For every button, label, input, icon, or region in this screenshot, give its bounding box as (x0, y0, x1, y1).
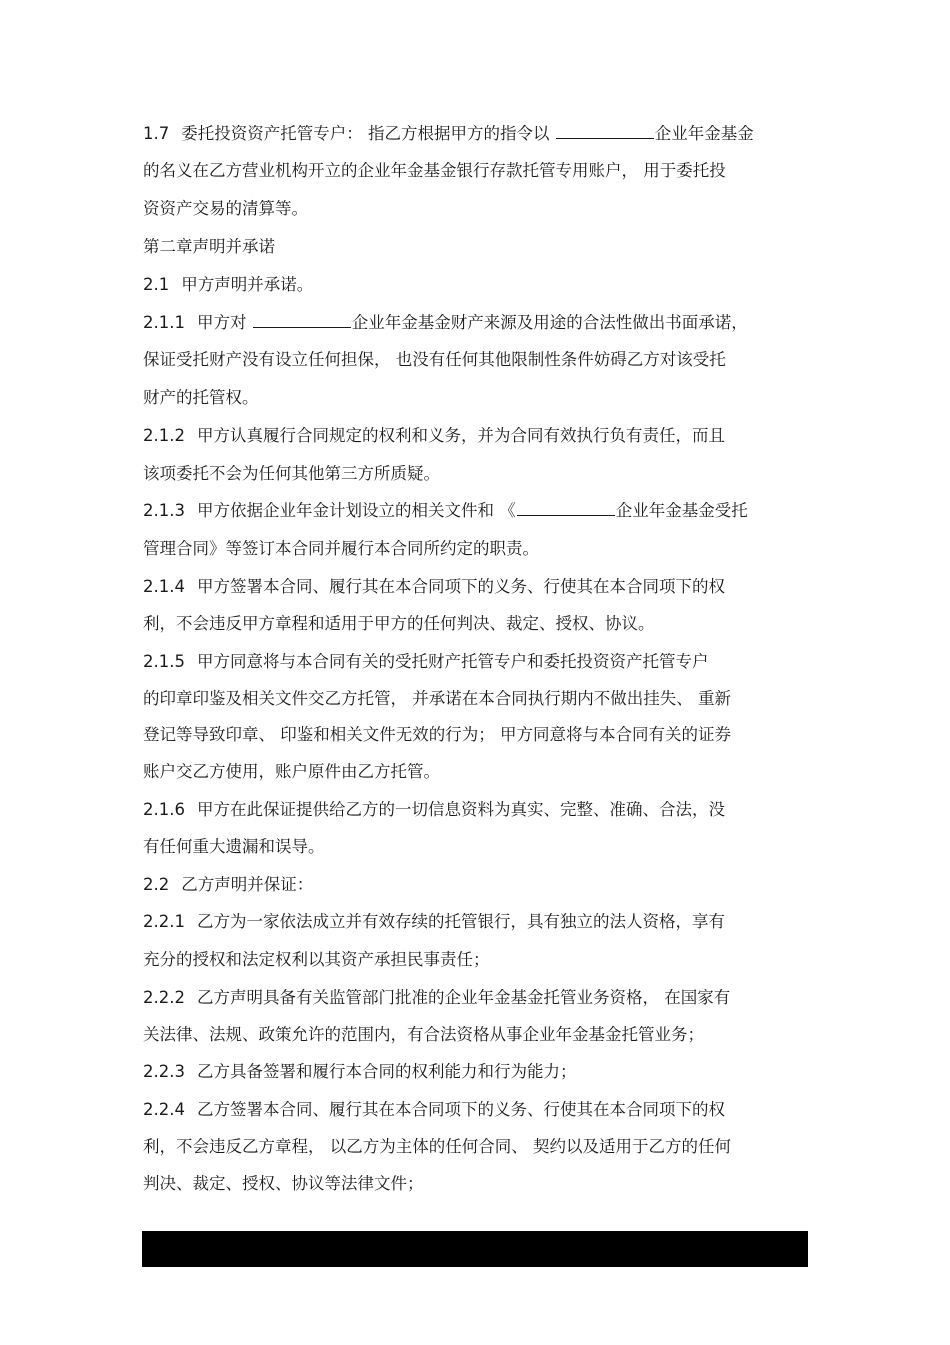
clause-text: 企业年金基金财产来源及用途的合法性做出书面承诺， (351, 313, 748, 332)
clause-2-1-5-line-3: 登记等导致印章、 印鉴和相关文件无效的行为； 甲方同意将与本合同有关的证券 (143, 725, 731, 744)
clause-2-2-1-line-2: 充分的授权和法定权利以其资产承担民事责任； (143, 950, 490, 969)
clause-number: 1.7 (143, 124, 170, 143)
clause-1-7-line-3: 资资产交易的清算等。 (143, 199, 308, 218)
clause-number: 2.1 (143, 275, 170, 294)
clause-text: 乙方声明并保证： (181, 875, 314, 894)
clause-text: 委托投资资产托管专户： 指乙方根据甲方的指令以 (181, 124, 555, 143)
clause-2-1-5-line-2: 的印章印鉴及相关文件交乙方托管， 并承诺在本合同执行期内不做出挂失、 重新 (143, 689, 731, 708)
clause-2-1-3-line-2: 管理合同》等签订本合同并履行本合同所约定的职责。 (143, 539, 539, 558)
clause-2-1-3-line-1 (143, 499, 808, 523)
clause-number: 2.2.4 (143, 1100, 185, 1119)
clause-number: 2.2.3 (143, 1062, 185, 1081)
clause-2-1-4-line-1 (143, 575, 808, 599)
clause-number: 2.1.1 (143, 313, 185, 332)
clause-2-1-2-line-2: 该项委托不会为任何其他第三方所质疑。 (143, 464, 440, 483)
clause-2-1-6-line-2: 有任何重大遗漏和误导。 (143, 837, 325, 856)
clause-2-2-2-line-1 (143, 986, 808, 1010)
clause-2-2 (143, 873, 808, 897)
clause-number: 2.1.4 (143, 577, 185, 596)
clause-text: 企业年金基金 (654, 124, 754, 143)
clause-text: 乙方具备签署和履行本合同的权利能力和行为能力； (196, 1062, 577, 1081)
clause-number: 2.1.2 (143, 426, 185, 445)
clause-2-2-4-line-1 (143, 1098, 808, 1122)
clause-text: 乙方声明具备有关监管部门批准的企业年金基金托管业务资格， 在国家有 (196, 988, 731, 1007)
fill-blank (556, 123, 654, 139)
clause-number: 2.1.6 (143, 800, 185, 819)
clause-text: 甲方同意将与本合同有关的受托财产托管专户和委托投资资产托管专户 (196, 652, 709, 671)
clause-2-2-4-line-2: 利，不会违反乙方章程， 以乙方为主体的任何合同、 契约以及适用于乙方的任何 (143, 1137, 731, 1156)
clause-text: 甲方声明并承诺。 (181, 275, 314, 294)
clause-2-1 (143, 273, 808, 297)
clause-2-1-2-line-1 (143, 424, 808, 448)
clause-text: 甲方依据企业年金计划设立的相关文件和 《 (196, 501, 516, 520)
clause-text: 甲方签署本合同、履行其在本合同项下的义务、行使其在本合同项下的权 (196, 577, 725, 596)
clause-2-2-1-line-1 (143, 910, 808, 934)
clause-number: 2.1.5 (143, 652, 185, 671)
clause-text: 甲方在此保证提供给乙方的一切信息资料为真实、完整、准确、合法，没 (196, 800, 725, 819)
clause-2-2-3 (143, 1060, 808, 1084)
clause-2-1-1-line-2: 保证受托财产没有设立任何担保， 也没有任何其他限制性条件妨碍乙方对该受托 (143, 350, 726, 369)
clause-1-7-line-1 (143, 122, 808, 146)
clause-2-2-2-line-2: 关法律、法规、政策允许的范围内，有合法资格从事企业年金基金托管业务； (143, 1025, 704, 1044)
clause-text: 企业年金基金受托 (615, 501, 748, 520)
fill-blank (517, 500, 615, 516)
clause-2-1-1-line-1 (143, 311, 808, 335)
clause-2-1-6-line-1 (143, 798, 808, 822)
fill-blank (253, 312, 351, 328)
clause-text: 乙方为一家依法成立并有效存续的托管银行，具有独立的法人资格，享有 (196, 912, 725, 931)
clause-text: 甲方对 (196, 313, 252, 332)
clause-number: 2.2.1 (143, 912, 185, 931)
clause-number: 2.2.2 (143, 988, 185, 1007)
footer-redaction-bar (142, 1231, 808, 1267)
clause-text: 乙方签署本合同、履行其在本合同项下的义务、行使其在本合同项下的权 (196, 1100, 725, 1119)
clause-2-1-4-line-2: 利，不会违反甲方章程和适用于甲方的任何判决、裁定、授权、协议。 (143, 614, 655, 633)
clause-number: 2.1.3 (143, 501, 185, 520)
clause-1-7-line-2: 的名义在乙方营业机构开立的企业年金基金银行存款托管专用账户， 用于委托投 (143, 161, 726, 180)
clause-2-1-5-line-4: 账户交乙方使用，账户原件由乙方托管。 (143, 762, 440, 781)
clause-2-1-5-line-1 (143, 650, 808, 674)
clause-number: 2.2 (143, 875, 170, 894)
chapter-heading: 第二章声明并承诺 (143, 237, 275, 256)
clause-2-1-1-line-3: 财产的托管权。 (143, 388, 259, 407)
clause-text: 甲方认真履行合同规定的权利和义务，并为合同有效执行负有责任，而且 (196, 426, 725, 445)
clause-2-2-4-line-3: 判决、裁定、授权、协议等法律文件； (143, 1174, 424, 1193)
